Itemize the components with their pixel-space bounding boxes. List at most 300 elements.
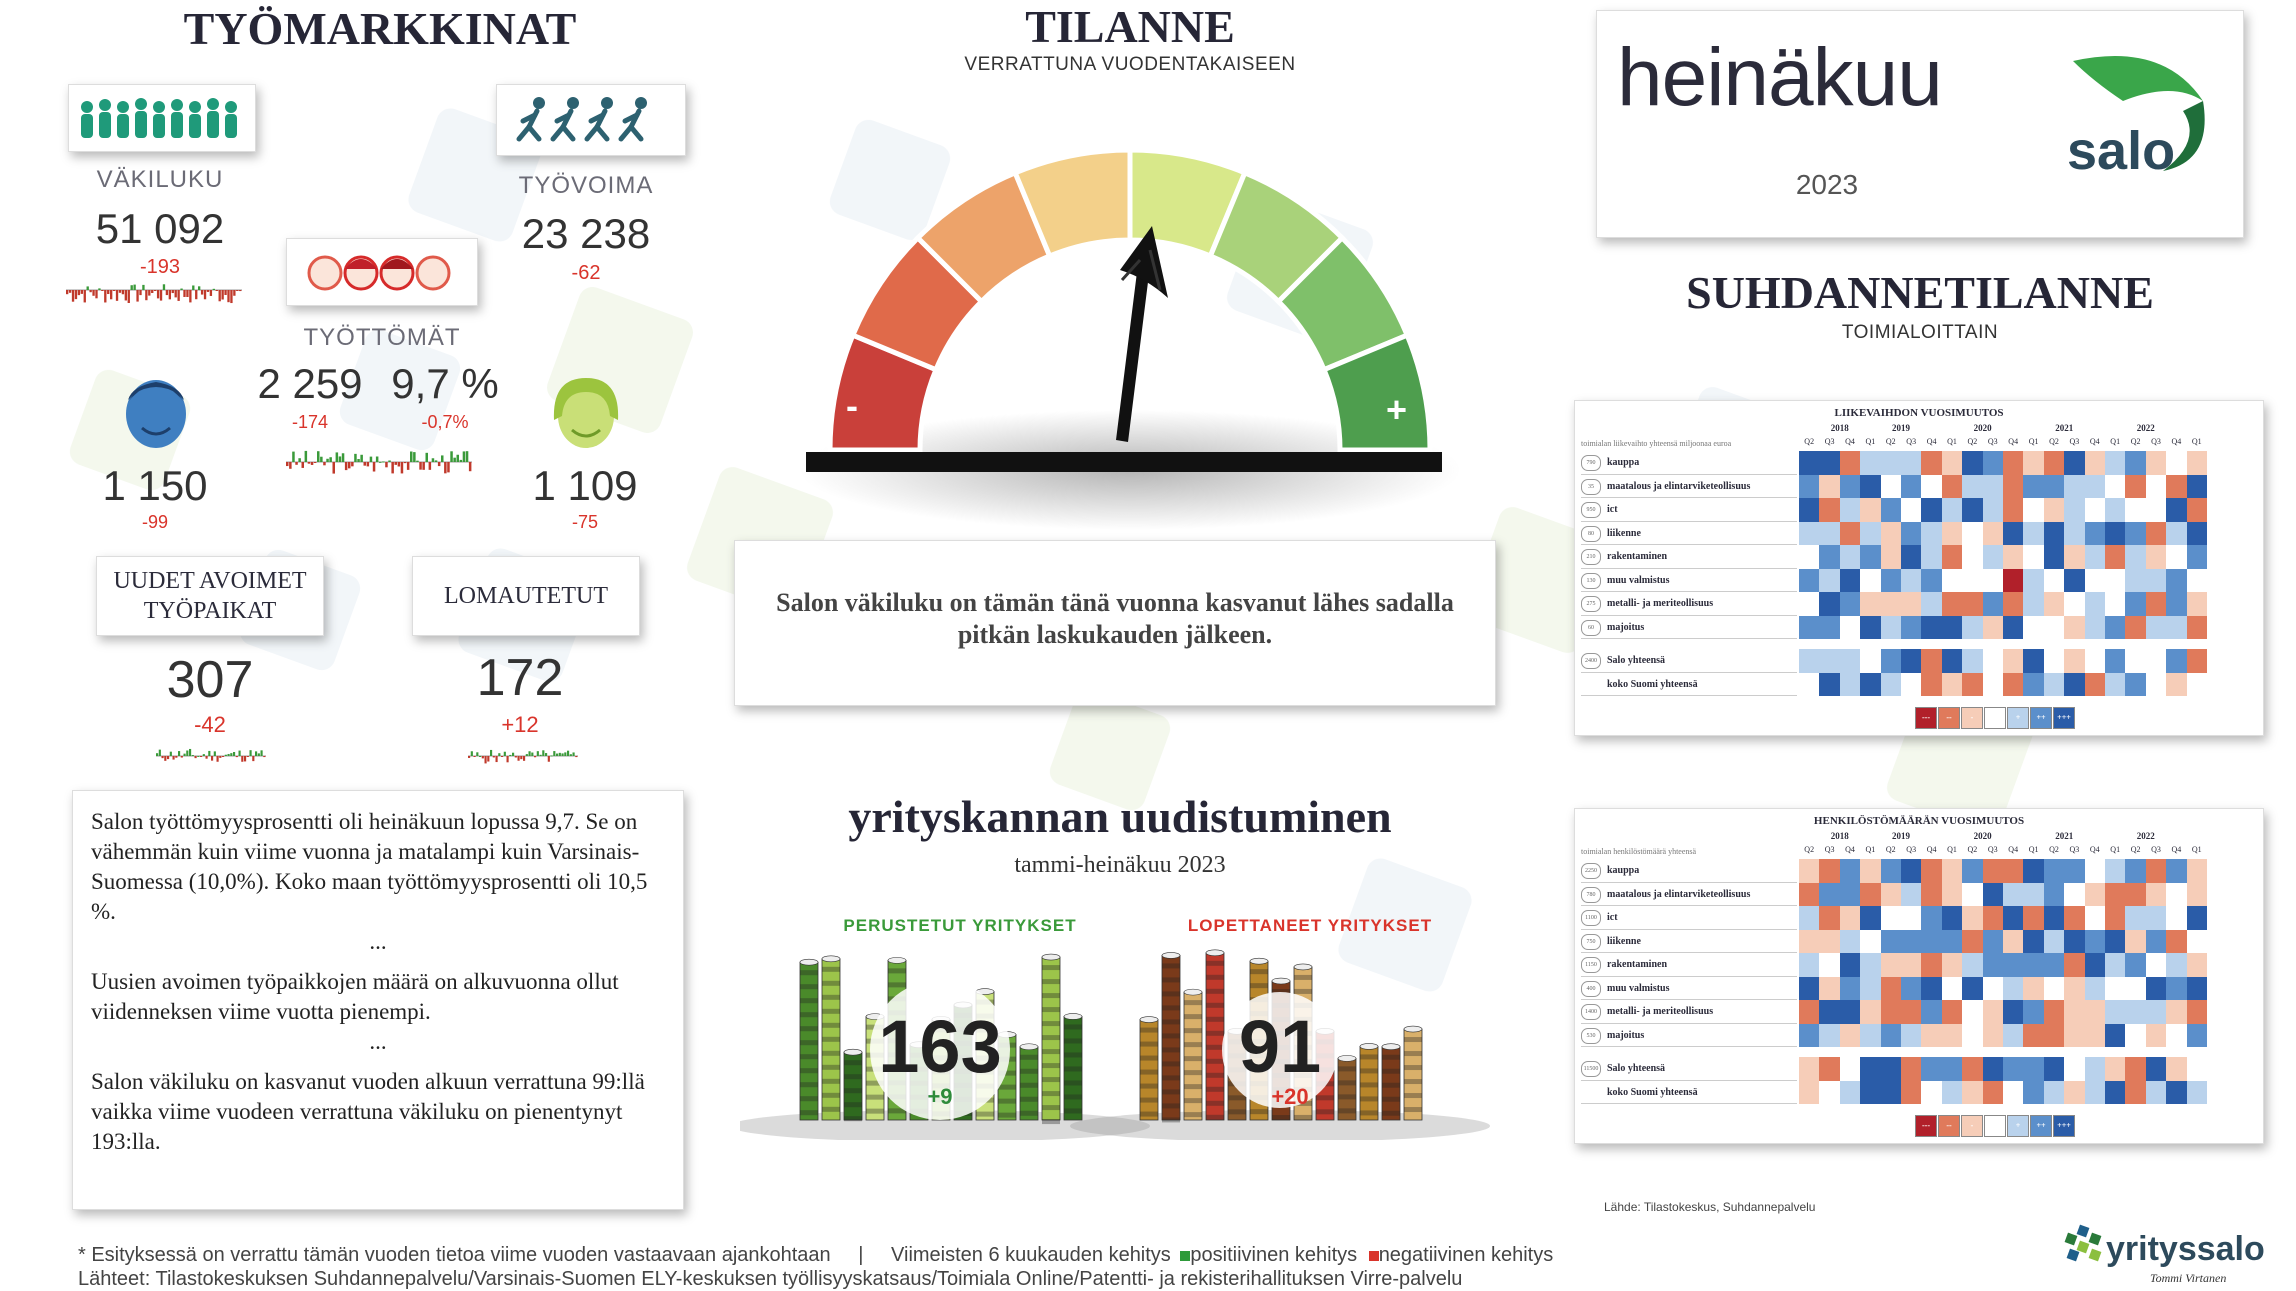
heatmap-row-divider	[1581, 568, 1797, 569]
heatmap-legend-item: -	[1961, 1115, 1983, 1137]
heatmap-cell	[1942, 649, 1962, 673]
sparkline-bar	[89, 290, 91, 292]
sparkline-bar	[342, 453, 345, 462]
heatmap-cell	[1840, 498, 1860, 522]
heatmap-cell	[2064, 930, 2084, 954]
heatmap-cell	[2105, 906, 2125, 930]
heatmap-row-size: 11500	[1581, 1061, 1601, 1077]
sparkline-bar	[529, 751, 531, 756]
sparkline-bar	[354, 454, 357, 462]
sparkline-bar	[252, 756, 254, 761]
heatmap-cell	[1942, 522, 1962, 546]
heatmap-quarter: Q3	[2069, 437, 2080, 446]
heatmap-row-size: 1100	[1581, 910, 1601, 926]
cylinder	[1042, 954, 1060, 1124]
sparkline-bar	[207, 290, 209, 292]
heatmap-cell	[2044, 1057, 2064, 1081]
heatmap-cell	[1942, 616, 1962, 640]
sparkline-bar	[509, 755, 511, 756]
heatmap-cell	[1840, 953, 1860, 977]
sparkline-bar	[66, 290, 68, 294]
heatmap-quarter: Q1	[1865, 437, 1876, 446]
heatmap-cell	[2187, 1057, 2207, 1081]
heatmap-row-divider	[1581, 615, 1797, 616]
heatmap-cell	[1983, 953, 2003, 977]
heatmap-cell	[2125, 649, 2145, 673]
heatmap-cell	[2105, 616, 2125, 640]
heatmap-cell	[1840, 545, 1860, 569]
heatmap-cell	[2125, 906, 2145, 930]
sparkline-bar	[173, 756, 175, 760]
heatmap-cell	[2064, 616, 2084, 640]
heatmap-cell	[2044, 953, 2064, 977]
heatmap-cell	[2085, 569, 2105, 593]
heatmap-cell	[1921, 1057, 1941, 1081]
heatmap-cell	[2003, 1000, 2023, 1024]
sparkline-bar	[426, 453, 429, 462]
footer-sources: Lähteet: Tilastokeskuksen Suhdannepalvelu/Varsinais-Suomen ELY-keskuksen työllisyyskatsaus/Toimiala Online/Patentti- ja rekisterihallituksen Virre-palvelu	[78, 1268, 1463, 1290]
heatmap-cell	[1942, 883, 1962, 907]
heatmap-cell	[1881, 649, 1901, 673]
sparkline-bar	[224, 290, 226, 295]
sparkline-bar	[348, 462, 351, 468]
heatmap-quarter: Q3	[1824, 437, 1835, 446]
heatmap-cell	[2166, 883, 2186, 907]
heatmap-cell	[1840, 649, 1860, 673]
heatmap-cell	[1819, 883, 1839, 907]
heatmap-cell	[1860, 977, 1880, 1001]
heatmap-cell	[2105, 522, 2125, 546]
heatmap-year: 2019	[1891, 831, 1910, 841]
heatmap-cell	[1962, 498, 1982, 522]
heatmap-cell	[1962, 883, 1982, 907]
sparkline-bar	[385, 462, 388, 467]
sparkline-bar	[388, 460, 391, 462]
heatmap-cell	[1901, 906, 1921, 930]
sparkline-bar	[133, 285, 135, 290]
sparkline-bar	[432, 458, 435, 462]
heatmap-cell	[1962, 1024, 1982, 1048]
heatmap-cell	[2166, 569, 2186, 593]
sparkline-bar	[145, 290, 147, 300]
heatmap-quarter: Q4	[2089, 845, 2100, 854]
heatmap-cell	[2146, 475, 2166, 499]
heatmap-cell	[1983, 859, 2003, 883]
closed-change: +20	[1271, 1084, 1309, 1109]
heatmap-cell	[2105, 569, 2125, 593]
heatmap-cell	[1983, 498, 2003, 522]
labour-force-label: TYÖVOIMA	[518, 172, 654, 199]
sparkline-bar	[216, 290, 218, 291]
heatmap-row-label: liikenne	[1607, 935, 1641, 947]
heatmap-cell	[2085, 953, 2105, 977]
heatmap-cell	[1962, 522, 1982, 546]
heatmap-cell	[1881, 1024, 1901, 1048]
sparkline-bar	[422, 462, 425, 470]
heatmap-cell	[2044, 906, 2064, 930]
heatmap-cell	[1983, 883, 2003, 907]
heatmap-cell	[2146, 592, 2166, 616]
heatmap-quarter: Q2	[1804, 437, 1815, 446]
sparkline-bar	[476, 752, 478, 756]
heatmap-cell	[1881, 545, 1901, 569]
heatmap-cell	[2023, 1024, 2043, 1048]
sparkline-bar	[78, 290, 80, 295]
section-title-economy: SUHDANNETILANNE	[1686, 267, 2154, 318]
heatmap-quarter: Q1	[1947, 437, 1957, 446]
heatmap-cell	[2166, 498, 2186, 522]
sparkline-bar	[379, 462, 382, 463]
heatmap-year: 2020	[1973, 423, 1992, 433]
heatmap-cell	[2003, 451, 2023, 475]
heatmap-cell	[2187, 673, 2207, 697]
heatmap-cell	[2003, 545, 2023, 569]
heatmap-cell	[1819, 545, 1839, 569]
heatmap-cell	[2105, 592, 2125, 616]
sparkline-bar	[128, 290, 130, 303]
heatmap-row-divider	[1581, 695, 1797, 696]
sparkline-bar	[166, 290, 168, 295]
heatmap-cell	[2023, 953, 2043, 977]
heatmap-quarter: Q4	[2171, 845, 2182, 854]
heatmap-cell	[2023, 498, 2043, 522]
heatmap-cell	[2125, 930, 2145, 954]
sparkline-bar	[189, 749, 191, 756]
heatmap-quarter: Q2	[2130, 845, 2141, 854]
closed-value: 91	[1238, 1005, 1322, 1088]
sparkline-bar	[184, 754, 186, 756]
heatmap-cell	[1962, 616, 1982, 640]
sparkline-bar	[92, 290, 94, 296]
heatmap-legend-item: ---	[1915, 707, 1937, 729]
heatmap-cell	[1860, 1057, 1880, 1081]
heatmap-row-divider	[1581, 544, 1797, 545]
unemployed-women-change: -75	[571, 512, 598, 532]
faces-icon	[287, 239, 477, 305]
heatmap-cell	[1983, 977, 2003, 1001]
sparkline-bar	[154, 290, 156, 291]
sparkline-bar	[139, 290, 141, 295]
heatmap-cell	[1840, 930, 1860, 954]
heatmap-row-label: ict	[1607, 504, 1618, 515]
heatmap-cell	[2166, 859, 2186, 883]
heatmap-cell	[2064, 977, 2084, 1001]
heatmap-cell	[1840, 883, 1860, 907]
heatmap-cell	[1901, 545, 1921, 569]
heatmap-cell	[1860, 592, 1880, 616]
heatmap-cell	[2146, 451, 2166, 475]
heatmap-cell	[1983, 475, 2003, 499]
renewal-subtitle: tammi-heinäkuu 2023	[1014, 852, 1226, 878]
heatmap-cell	[1962, 1081, 1982, 1105]
heatmap-cell	[2064, 1000, 2084, 1024]
footer-separator: |	[858, 1244, 864, 1266]
sparkline-bar	[195, 290, 197, 299]
heatmap-row-size: 2250	[1581, 863, 1601, 879]
heatmap-cell	[2187, 859, 2207, 883]
heatmap-quarter: Q3	[1987, 437, 1998, 446]
heatmap-row-divider	[1581, 474, 1797, 475]
heatmap-row-divider	[1581, 952, 1797, 953]
footer-positive: positiivinen kehitys	[1190, 1244, 1358, 1266]
layoffs-value: 172	[476, 649, 564, 707]
sparkline-bar	[441, 455, 444, 462]
heatmap-cell	[2146, 616, 2166, 640]
heatmap-cell	[1921, 1081, 1941, 1105]
heatmap-legend-item: --	[1938, 1115, 1960, 1137]
heatmap-cell	[2023, 451, 2043, 475]
sparkline-bar	[518, 756, 520, 761]
heatmap-cell	[1860, 906, 1880, 930]
heatmap-cell	[2187, 616, 2207, 640]
sparkline-bar	[575, 756, 577, 757]
heatmap-cell	[2044, 522, 2064, 546]
heatmap-cell	[1819, 1081, 1839, 1105]
heatmap-cell	[1921, 592, 1941, 616]
heatmap-cell	[1942, 859, 1962, 883]
heatmap-quarter: Q1	[2191, 437, 2202, 446]
heatmap-cell	[2003, 673, 2023, 697]
sparkline-bar	[429, 462, 432, 470]
sparkline-bar	[526, 754, 528, 756]
unemployed-women-value: 1 109	[532, 462, 638, 509]
sparkline-bar	[169, 290, 171, 299]
heatmap-cell	[2105, 649, 2125, 673]
heatmap-legend-item: +	[2007, 707, 2029, 729]
sparkline-bar	[376, 456, 379, 462]
sparkline-bar	[305, 451, 308, 462]
heatmap-cell	[2187, 1024, 2207, 1048]
heatmap-cell	[2064, 522, 2084, 546]
sparkline-bar	[244, 756, 246, 761]
heatmap-quarter: Q2	[1967, 845, 1978, 854]
heatmap-cell	[1942, 977, 1962, 1001]
sparkline-bar	[367, 462, 370, 466]
heatmap-cell	[1962, 673, 1982, 697]
heatmap-cell	[1983, 545, 2003, 569]
heatmap-cell	[2023, 569, 2043, 593]
heatmap-row-size: 400	[1581, 981, 1601, 997]
heatmap-cell	[1799, 1024, 1819, 1048]
unemployment-rate: 9,7 %	[391, 360, 499, 407]
heatmap-cell	[1942, 498, 1962, 522]
sparkline-bar	[333, 462, 336, 474]
heatmap-cell	[2003, 616, 2023, 640]
sparkline-bar	[247, 756, 249, 757]
heatmap-cell	[1799, 673, 1819, 697]
footer-comparison-note: * Esityksessä on verrattu tämän vuoden tietoa viime vuoden vastaavaan ajankohtaan	[78, 1244, 831, 1266]
heatmap-cell	[1881, 569, 1901, 593]
heatmap-cell	[2003, 498, 2023, 522]
sparkline-bar	[211, 756, 213, 761]
heatmap-cell	[1799, 545, 1819, 569]
heatmap-row-divider	[1581, 882, 1797, 883]
sparkline-bar	[364, 462, 367, 466]
heatmap-cell	[1799, 1057, 1819, 1081]
heatmap-cell	[1881, 498, 1901, 522]
sparkline-bar	[177, 290, 179, 301]
heatmap-cell	[2003, 906, 2023, 930]
sparkline-bar	[95, 290, 97, 298]
heatmap-cell	[2044, 673, 2064, 697]
sparkline-bar	[531, 753, 533, 756]
heatmap-cell	[2146, 569, 2166, 593]
heatmap-cell	[2023, 522, 2043, 546]
heatmap-cell	[2187, 930, 2207, 954]
heatmap-cell	[1921, 1000, 1941, 1024]
cylinder	[800, 959, 818, 1120]
sparkline-bar	[104, 290, 106, 302]
sparkline-bar	[485, 756, 487, 763]
heatmap-quarter: Q2	[2049, 437, 2059, 446]
heatmap-cell	[1983, 592, 2003, 616]
sparkline-bar	[493, 756, 495, 757]
sparkline-bar	[314, 462, 317, 463]
text-paragraph-3: Salon väkiluku on kasvanut vuoden alkuun verrattuna 99:llä vaikka viime vuodeen verrattuna väkiluku on pienentynyt 193:lla.	[91, 1069, 645, 1154]
sparkline-bar	[357, 459, 360, 462]
heatmap-row-size: 530	[1581, 1028, 1601, 1044]
heatmap-cell	[1962, 569, 1982, 593]
heatmap-legend-item: +	[2007, 1115, 2029, 1137]
heatmap-cell	[1881, 1081, 1901, 1105]
heatmap-cell	[2085, 673, 2105, 697]
heatmap-cell	[2125, 1057, 2145, 1081]
footer-trend-note: Viimeisten 6 kuukauden kehitys	[891, 1244, 1171, 1266]
heatmap-cell	[2105, 859, 2125, 883]
heatmap-cell	[1840, 451, 1860, 475]
heatmap-cell	[2125, 977, 2145, 1001]
sparkline-bar	[479, 756, 481, 757]
heatmap-cell	[1860, 1081, 1880, 1105]
heatmap-cell	[1819, 498, 1839, 522]
heatmap-cell	[1901, 1000, 1921, 1024]
sparkline-bar	[225, 755, 227, 756]
heatmap-cell	[2023, 1057, 2043, 1081]
new-job-openings-change: -42	[194, 712, 226, 737]
heatmap-cell	[1881, 859, 1901, 883]
heatmap-cell	[1942, 545, 1962, 569]
sparkline-bar	[523, 756, 525, 761]
cylinder	[1382, 1044, 1400, 1120]
population-sparkline	[66, 276, 242, 316]
heatmap-cell	[2146, 1057, 2166, 1081]
heatmap-cell	[2125, 498, 2145, 522]
heatmap-cell	[1962, 953, 1982, 977]
heatmap-cell	[2023, 977, 2043, 1001]
sparkline-bar	[197, 756, 199, 757]
heatmap-row-label: liikenne	[1607, 527, 1641, 539]
heatmap-cell	[1881, 930, 1901, 954]
heatmap-cell	[2125, 592, 2145, 616]
sparkline-bar	[537, 751, 539, 756]
heatmap-cell	[2166, 1081, 2186, 1105]
heatmap-row-label: ict	[1607, 912, 1618, 923]
heatmap-cell	[1983, 1024, 2003, 1048]
heatmap-cell	[1983, 930, 2003, 954]
heatmap-cell	[2146, 673, 2166, 697]
heatmap-cell	[2105, 1057, 2125, 1081]
heatmap-cell	[2187, 498, 2207, 522]
heatmap-cell	[1799, 930, 1819, 954]
heatmap-cell	[2085, 545, 2105, 569]
sparkline-bar	[564, 752, 566, 756]
cylinder	[1184, 989, 1202, 1120]
heatmap-cell	[1921, 859, 1941, 883]
sparkline-bar	[447, 462, 450, 472]
heatmap-row-label: metalli- ja meriteollisuus	[1607, 1006, 1714, 1017]
sparkline-bar	[373, 462, 376, 472]
heatmap-cell	[1860, 1000, 1880, 1024]
founded-change: +9	[927, 1084, 953, 1109]
sparkline-bar	[329, 457, 332, 462]
sparkline-bar	[501, 756, 503, 757]
sparkline-bar	[162, 756, 164, 758]
heatmap-cell	[2146, 883, 2166, 907]
sparkline-bar	[419, 462, 422, 470]
heatmap-cell	[2166, 953, 2186, 977]
heatmap-cell	[2085, 977, 2105, 1001]
heatmap-row-divider	[1581, 976, 1797, 977]
heatmap-cell	[2146, 498, 2166, 522]
heatmap-cell	[2003, 859, 2023, 883]
sparkline-bar	[351, 462, 354, 466]
sparkline-bar	[222, 756, 224, 757]
heatmap-cell	[2105, 1081, 2125, 1105]
heatmap-cell	[1840, 569, 1860, 593]
heatmap-cell	[1799, 953, 1819, 977]
heatmap-cell	[2085, 883, 2105, 907]
yrityssalo-logo	[2060, 1218, 2290, 1288]
heatmap-quarter: Q4	[2008, 845, 2019, 854]
sparkline-bar	[435, 460, 438, 462]
heatmap-legend-item: +++	[2053, 707, 2075, 729]
heatmap-year: 2021	[2055, 831, 2074, 841]
heatmap-row-label: kauppa	[1607, 865, 1640, 876]
heatmap-cell	[2085, 616, 2105, 640]
heatmap-cell	[2064, 1057, 2084, 1081]
heatmap-cell	[2023, 475, 2043, 499]
heatmap-cell	[1921, 616, 1941, 640]
heatmap-cell	[2044, 930, 2064, 954]
sparkline-bar	[413, 452, 416, 462]
heatmap-cell	[2187, 522, 2207, 546]
heatmap-cell	[2023, 859, 2043, 883]
sparkline-bar	[496, 756, 498, 762]
heatmap-cell	[1799, 451, 1819, 475]
heatmap-cell	[1840, 673, 1860, 697]
heatmap-cell	[1799, 859, 1819, 883]
cylinder	[822, 956, 840, 1120]
heatmap-cell	[1881, 883, 1901, 907]
heatmap-cell	[1901, 498, 1921, 522]
heatmap-year: 2018	[1830, 831, 1849, 841]
heatmap-cell	[2166, 906, 2186, 930]
sparkline-bar	[438, 462, 441, 466]
heatmap-cell	[1799, 1000, 1819, 1024]
heatmap-cell	[2166, 451, 2186, 475]
heatmap-row-size: 1400	[1581, 1004, 1601, 1020]
sparkline-bar	[298, 458, 301, 462]
heatmap-year: 2021	[2055, 423, 2074, 433]
sparkline-bar	[320, 457, 323, 462]
heatmap-cell	[2125, 569, 2145, 593]
heatmap-cell	[1799, 883, 1819, 907]
period-year: 2023	[1795, 169, 1859, 200]
heatmap-cell	[2166, 649, 2186, 673]
heatmap-cell	[1840, 1000, 1860, 1024]
heatmap-cell	[2003, 930, 2023, 954]
heatmap-cell	[2044, 977, 2064, 1001]
